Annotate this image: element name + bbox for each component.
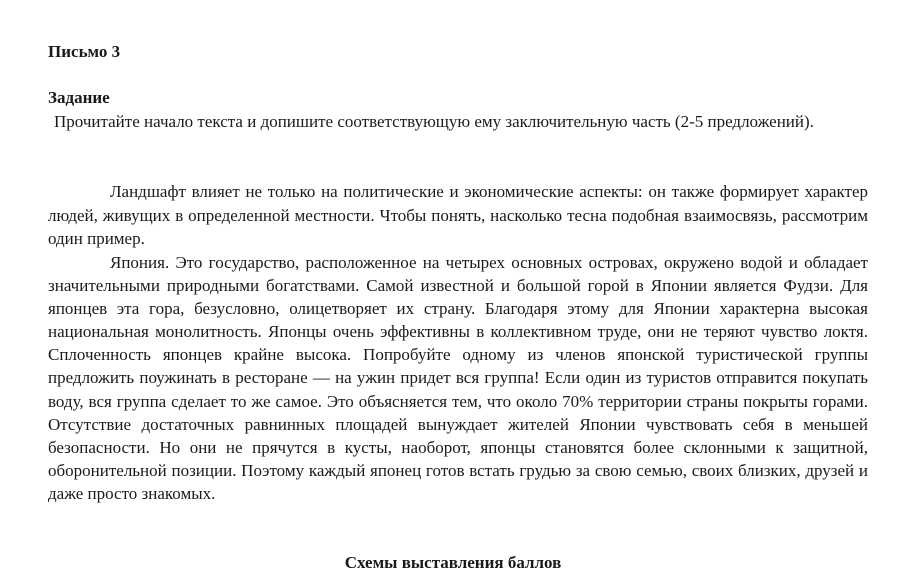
task-heading: Задание [48,88,110,107]
text-paragraph-1: Ландшафт влияет не только на политические и экономические аспекты: он также формирует характер людей, живущих в определенной местности. Чтобы понять, насколько тесна подобная взаимосвязь, рассмотрим один пример. [48,182,868,248]
text-paragraph-2: Япония. Это государство, расположенное на четырех основных островах, окружено водой и обладает значительными природными богатствами. Самой известной и большой горой в Японии является Фудзи. Для японцев эта гора, безусловно, олицетворяет их страну. Благодаря этому для Японии характерна высокая национальная монолитность. Японцы очень эффективны в коллективном труде, они не теряют чувство локтя. Сплоченность японцев крайне высока. Попробуйте одному из членов японской туристической группы предложить поужинать в ресторане — на ужин придет вся группа! Если один из туристов отправится покупать воду, вся группа сделает то же самое. Это объясняется тем, что около 70% территории страны покрыты горами. Отсутствие достаточных равнинных площадей вынуждает жителей Японии чувствовать себя в меньшей безопасности. Но они не прячутся в кусты, наоборот, японцы становятся более склонными к защитной, оборонительной позиции. Поэтому каждый японец готов встать грудью за свою семью, своих близких, друзей и даже просто знакомых. [48,253,868,503]
letter-title: Письмо 3 [48,42,121,61]
task-instruction: Прочитайте начало текста и допишите соответствующую ему заключительную часть (2-5 предложений). [54,112,814,131]
scoring-heading: Схемы выставления баллов [344,553,562,572]
